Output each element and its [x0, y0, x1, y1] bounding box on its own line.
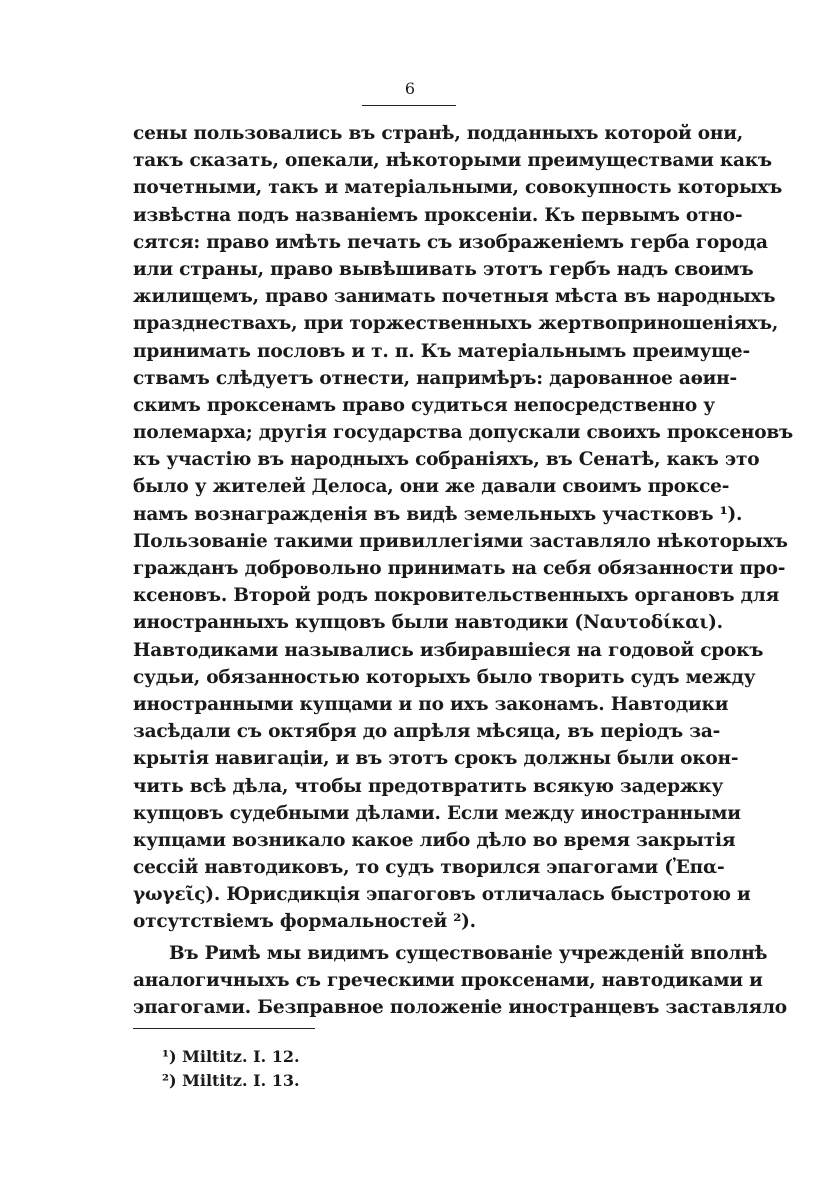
text-line: иностранными купцами и по ихъ законамъ. Навтодики [133, 693, 729, 715]
text-line: было у жителей Делоса, они же давали своимъ проксе- [133, 476, 730, 498]
text-line: полемарха; другія государства допускали своихъ проксеновъ [133, 422, 794, 444]
footnote [162, 1045, 462, 1069]
page-number: 6 [404, 79, 416, 98]
body-text [133, 120, 794, 1021]
text-line: засѣдали съ октября до апрѣля мѣсяца, въ періодъ за- [133, 721, 721, 743]
text-line: извѣстна подъ названіемъ проксеніи. Къ первымъ отно- [133, 204, 743, 226]
footnotes [162, 1045, 462, 1093]
text-line: Пользованіе такими привиллегіями заставляло нѣкоторыхъ [133, 530, 788, 552]
text-line: иностранныхъ купцовъ были навтодики (Ναυτοδίκαι). [133, 612, 723, 634]
text-line: празднествахъ, при торжественныхъ жертвоприношеніяхъ, [133, 313, 779, 335]
text-line: чить всѣ дѣла, чтобы предотвратить всякую задержку [133, 775, 724, 797]
text-line: аналогичныхъ съ греческими проксенами, навтодиками и [133, 969, 763, 991]
text-line: или страны, право вывѣшивать этотъ гербъ надъ своимъ [133, 258, 754, 280]
paragraph [133, 940, 787, 1022]
header-rule [362, 105, 456, 106]
text-line: γωγεῖς). Юрисдикція эпагоговъ отличалась быстротою и [133, 884, 751, 906]
text-line: сессій навтодиковъ, то судъ творился эпагогами (Ἐπα- [133, 857, 725, 879]
text-line: принимать пословъ и т. п. Къ матеріальнымъ преимуще- [133, 340, 750, 362]
footnote [162, 1069, 462, 1093]
text-line: гражданъ добровольно принимать на себя обязанности про- [133, 558, 786, 579]
text-line: скимъ проксенамъ право судиться непосредственно у [133, 394, 715, 416]
text-line: отсутствіемъ формальностей ²). [133, 911, 476, 933]
text-line: почетными, такъ и матеріальными, совокупность которыхъ [133, 177, 783, 199]
text-line: купцами возникало какое либо дѣло во время закрытія [133, 829, 736, 851]
footnote-text: Miltitz. I. 12. [182, 1047, 300, 1066]
text-line: судьи, обязанностью которыхъ было творить судъ между [133, 666, 756, 688]
text-line: намъ вознагражденія въ видѣ земельныхъ участковъ ¹). [133, 503, 743, 525]
text-line: къ участію въ народныхъ собраніяхъ, въ Сенатѣ, какъ это [133, 449, 760, 471]
text-line: эпагогами. Безправное положеніе иностранцевъ заставляло [133, 997, 787, 1018]
text-line: Въ Римѣ мы видимъ существованіе учрежденій вполнѣ [169, 942, 768, 964]
footnote-rule [133, 1028, 315, 1029]
text-line: Навтодиками назывались избиравшіеся на годовой срокъ [133, 639, 764, 661]
footnote-text: Miltitz. I. 13. [182, 1071, 300, 1090]
text-line: крытія навигаціи, и въ этотъ срокъ должны были окон- [133, 748, 739, 770]
text-line: сятся: право имѣть печать съ изображеніемъ герба города [133, 231, 768, 253]
text-line: купцовъ судебными дѣлами. Если между иностранными [133, 802, 741, 824]
footnote-mark: ²) [162, 1071, 177, 1090]
text-line: такъ сказать, опекали, нѣкоторыми преимуществами какъ [133, 150, 772, 172]
paragraph [133, 120, 794, 936]
text-line: жилищемъ, право занимать почетныя мѣста въ народныхъ [133, 286, 776, 308]
footnote-mark: ¹) [162, 1047, 177, 1066]
text-line: ксеновъ. Второй родъ покровительственныхъ органовъ для [133, 585, 780, 607]
text-line: ствамъ слѣдуетъ отнести, напримѣръ: дарованное аѳин- [133, 367, 737, 389]
text-line: сены пользовались въ странѣ, подданныхъ которой они, [133, 123, 744, 144]
